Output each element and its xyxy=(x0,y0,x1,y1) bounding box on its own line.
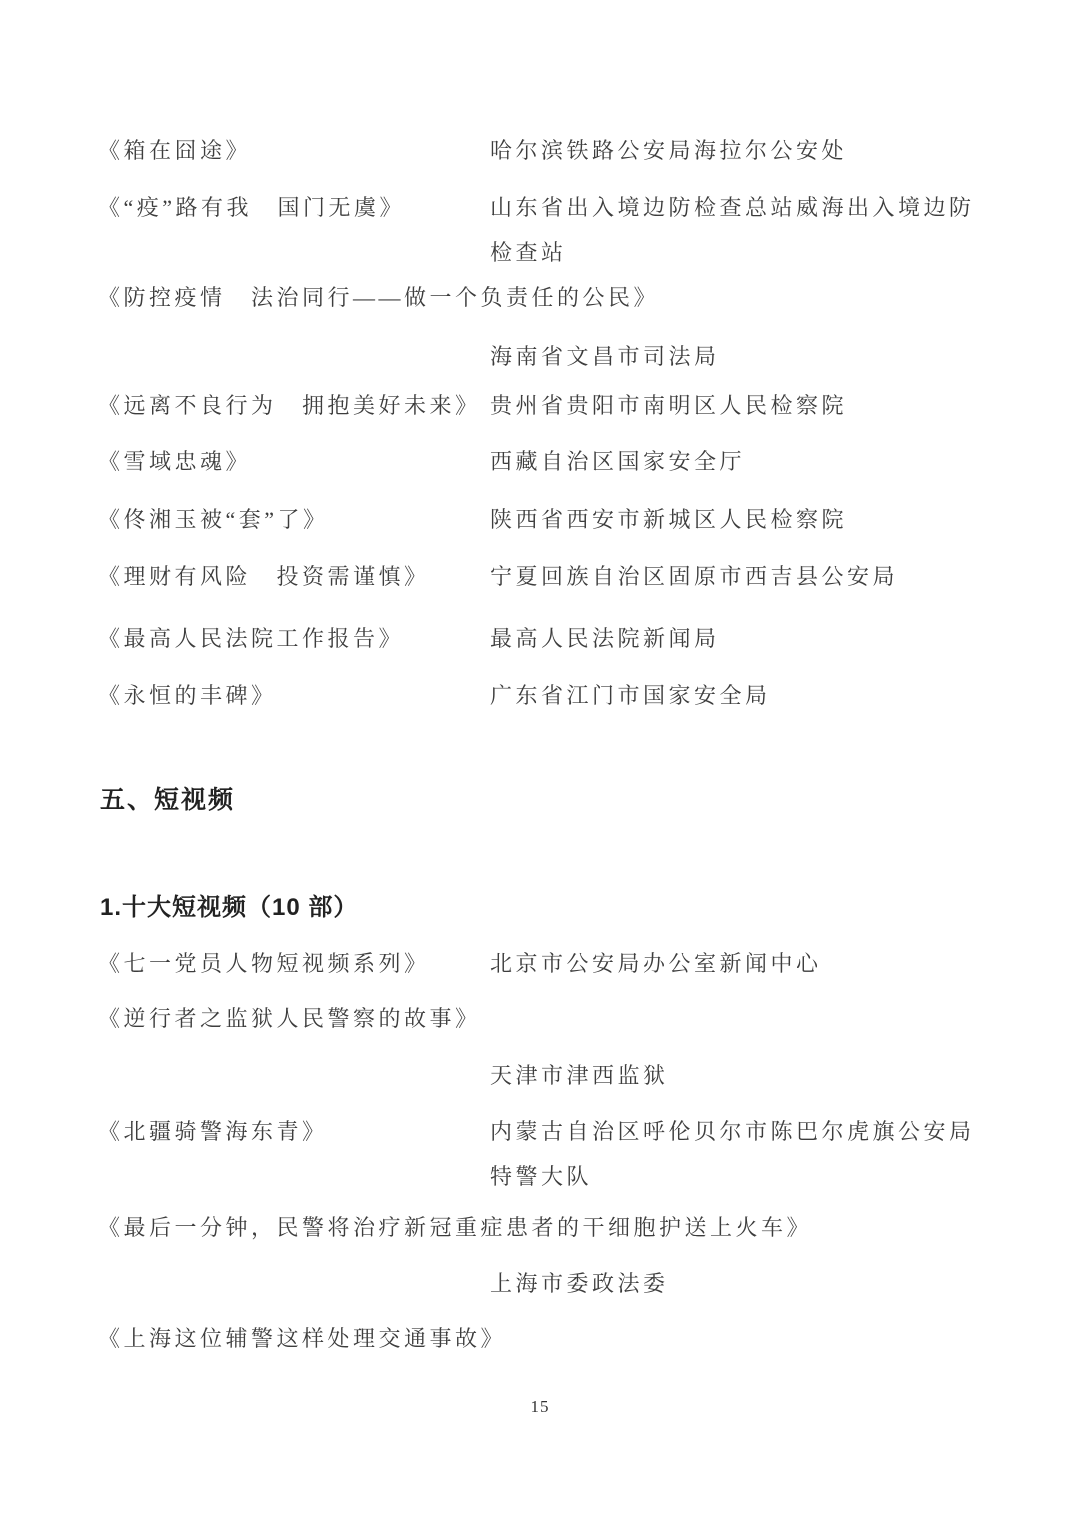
short-video-entry-row xyxy=(98,941,994,986)
work-title: 《永恒的丰碑》 xyxy=(98,683,277,708)
producing-org: 西藏自治区国家安全厅 xyxy=(490,449,746,474)
producing-org: 北京市公安局办公室新闻中心 xyxy=(490,951,822,976)
work-title: 《七一党员人物短视频系列》 xyxy=(98,951,430,976)
short-video-entry-row xyxy=(98,996,994,1041)
work-title: 《“疫”路有我 国门无虞》 xyxy=(98,195,406,220)
producing-org: 内蒙古自治区呼伦贝尔市陈巴尔虎旗公安局特警大队 xyxy=(490,1119,975,1189)
award-entry-row xyxy=(98,439,994,484)
award-entry-row xyxy=(98,616,994,661)
short-video-entry-org-row xyxy=(98,1053,994,1098)
producing-org: 海南省文昌市司法局 xyxy=(490,344,720,369)
work-title: 《北疆骑警海东青》 xyxy=(98,1119,328,1144)
work-title: 《远离不良行为 拥抱美好未来》 xyxy=(98,393,481,418)
award-entry-row xyxy=(98,554,994,599)
page-number: 15 xyxy=(530,1397,550,1416)
short-video-entry-org-row xyxy=(98,1261,994,1306)
producing-org: 宁夏回族自治区固原市西吉县公安局 xyxy=(490,564,899,589)
award-entry-row xyxy=(98,383,994,428)
work-title: 《理财有风险 投资需谨慎》 xyxy=(98,564,430,589)
work-title: 《最后一分钟，民警将治疗新冠重症患者的干细胞护送上火车》 xyxy=(98,1215,813,1240)
work-title: 《箱在囧途》 xyxy=(98,138,252,163)
award-entry-org-row xyxy=(98,334,994,379)
work-title: 《上海这位辅警这样处理交通事故》 xyxy=(98,1326,507,1351)
subsection-heading: 1.十大短视频（10 部） xyxy=(100,894,359,921)
short-video-entry-row xyxy=(98,1205,994,1250)
award-entry-row xyxy=(98,497,994,542)
producing-org: 天津市津西监狱 xyxy=(490,1063,669,1088)
short-video-entry-row xyxy=(98,1109,994,1199)
work-title: 《佟湘玉被“套”了》 xyxy=(98,507,329,532)
producing-org: 陕西省西安市新城区人民检察院 xyxy=(490,507,848,532)
work-title: 《最高人民法院工作报告》 xyxy=(98,626,405,651)
producing-org: 广东省江门市国家安全局 xyxy=(490,683,771,708)
producing-org: 最高人民法院新闻局 xyxy=(490,626,720,651)
work-title: 《逆行者之监狱人民警察的故事》 xyxy=(98,1006,481,1031)
producing-org: 山东省出入境边防检查总站威海出入境边防检查站 xyxy=(490,195,975,265)
work-title: 《防控疫情 法治同行——做一个负责任的公民》 xyxy=(98,285,660,310)
producing-org: 上海市委政法委 xyxy=(490,1271,669,1296)
award-entry-row xyxy=(98,185,994,275)
work-title: 《雪域忠魂》 xyxy=(98,449,252,474)
producing-org: 哈尔滨铁路公安局海拉尔公安处 xyxy=(490,138,848,163)
producing-org: 贵州省贵阳市南明区人民检察院 xyxy=(490,393,848,418)
award-entry-row xyxy=(98,128,994,173)
short-video-entry-row xyxy=(98,1316,994,1361)
award-entry-row xyxy=(98,275,994,320)
section-heading: 五、短视频 xyxy=(100,786,236,814)
award-entry-row xyxy=(98,673,994,718)
